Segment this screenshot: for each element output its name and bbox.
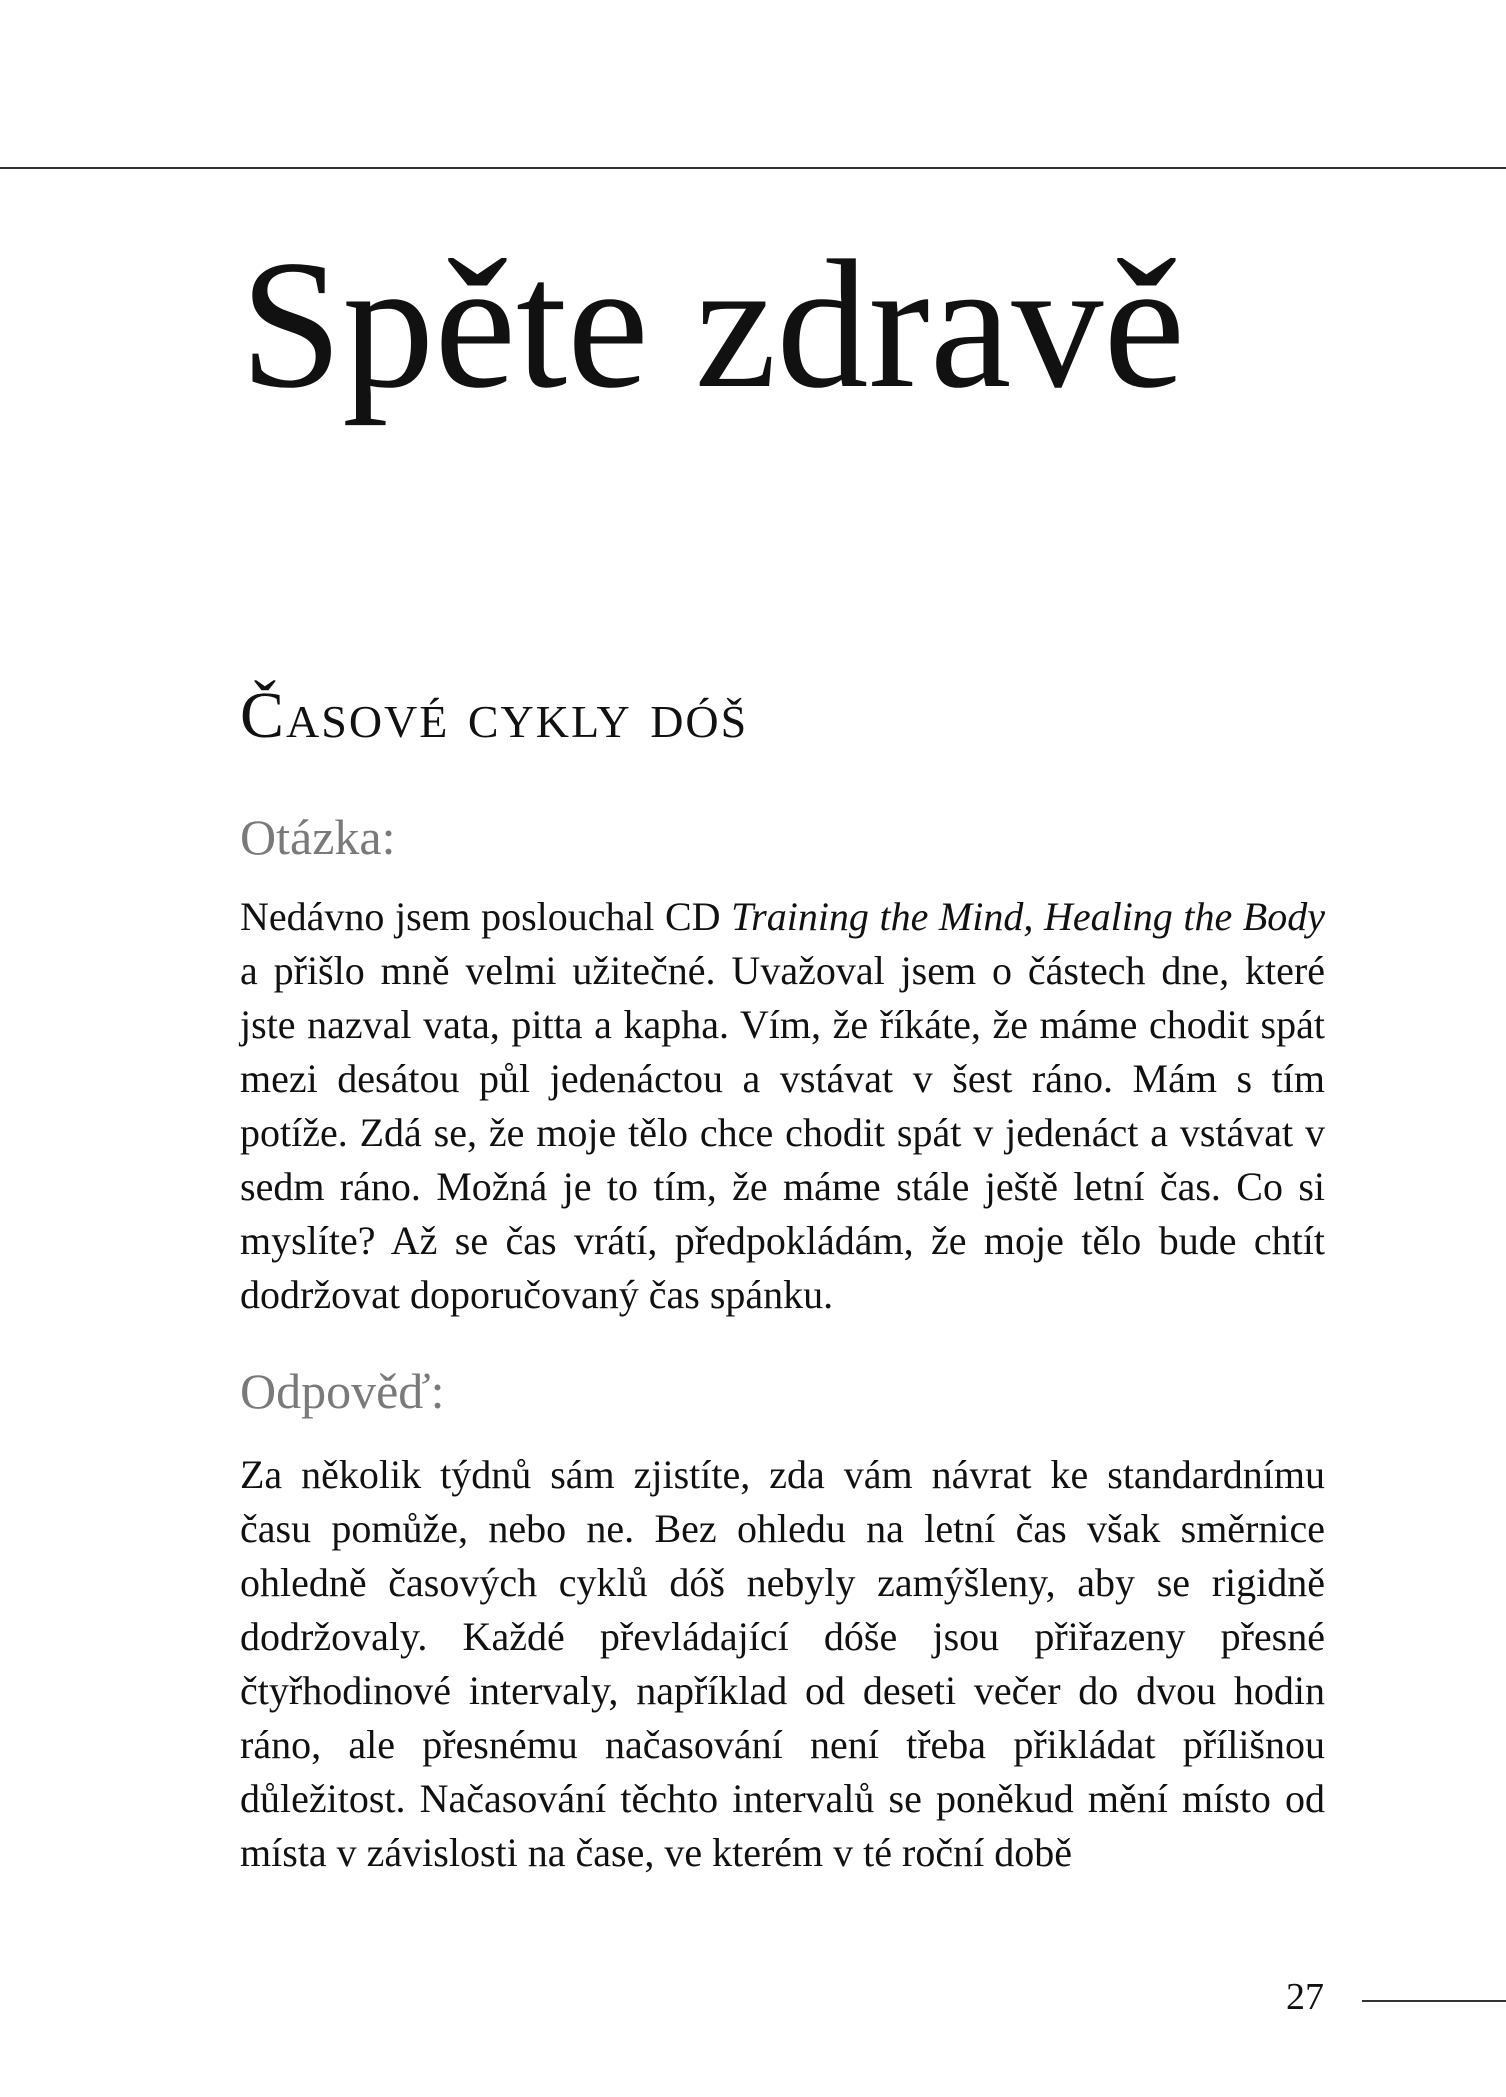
answer-paragraph: Za několik týdnů sám zjistíte, zda vám návrat ke standardnímu času pomůže, nebo ne. Bez ohledu na letní čas však směrnice ohledně časových cyklů dóš nebyly zamýšleny, aby se rigidně dodržovaly. Každé převládající dóše jsou přiřazeny přesné čtyřhodinové intervaly, například od deseti večer do dvou hodin ráno, ale přesnému načasování není třeba přikládat přílišnou důležitost. Načasování těchto intervalů se poněkud mění místo od místa v závislosti na čase, ve kterém v té roční době [240,1452,1325,1875]
section-heading: Časové cykly dóš [240,679,749,752]
question-paragraph [240,890,1325,1322]
answer-label: Odpověď: [240,1363,445,1419]
question-text-end: a přišlo mně velmi užitečné. Uvažoval jsem o částech dne, které jste nazval vata, pitta a kapha. Vím, že říkáte, že máme chodit spát mezi desátou půl jedenáctou a vstávat v šest ráno. Mám s tím potíže. Zdá se, že moje tělo chce chodit spát v jedenáct a vstávat v sedm ráno. Možná je to tím, že máme stále ještě letní čas. Co si myslíte? Až se čas vrátí, předpokládám, že moje tělo bude chtít dodržovat doporučovaný čas spánku. [240,948,1325,1317]
chapter-title: Spěte zdravě [240,222,1186,426]
top-rule [0,167,1506,169]
cd-title: Training the Mind, Healing the Body [731,894,1325,939]
footer-rule [1362,2000,1506,2002]
page-number: 27 [1286,1976,1324,2018]
question-text-start: Nedávno jsem poslouchal CD [240,894,732,939]
question-label: Otázka: [240,809,396,865]
